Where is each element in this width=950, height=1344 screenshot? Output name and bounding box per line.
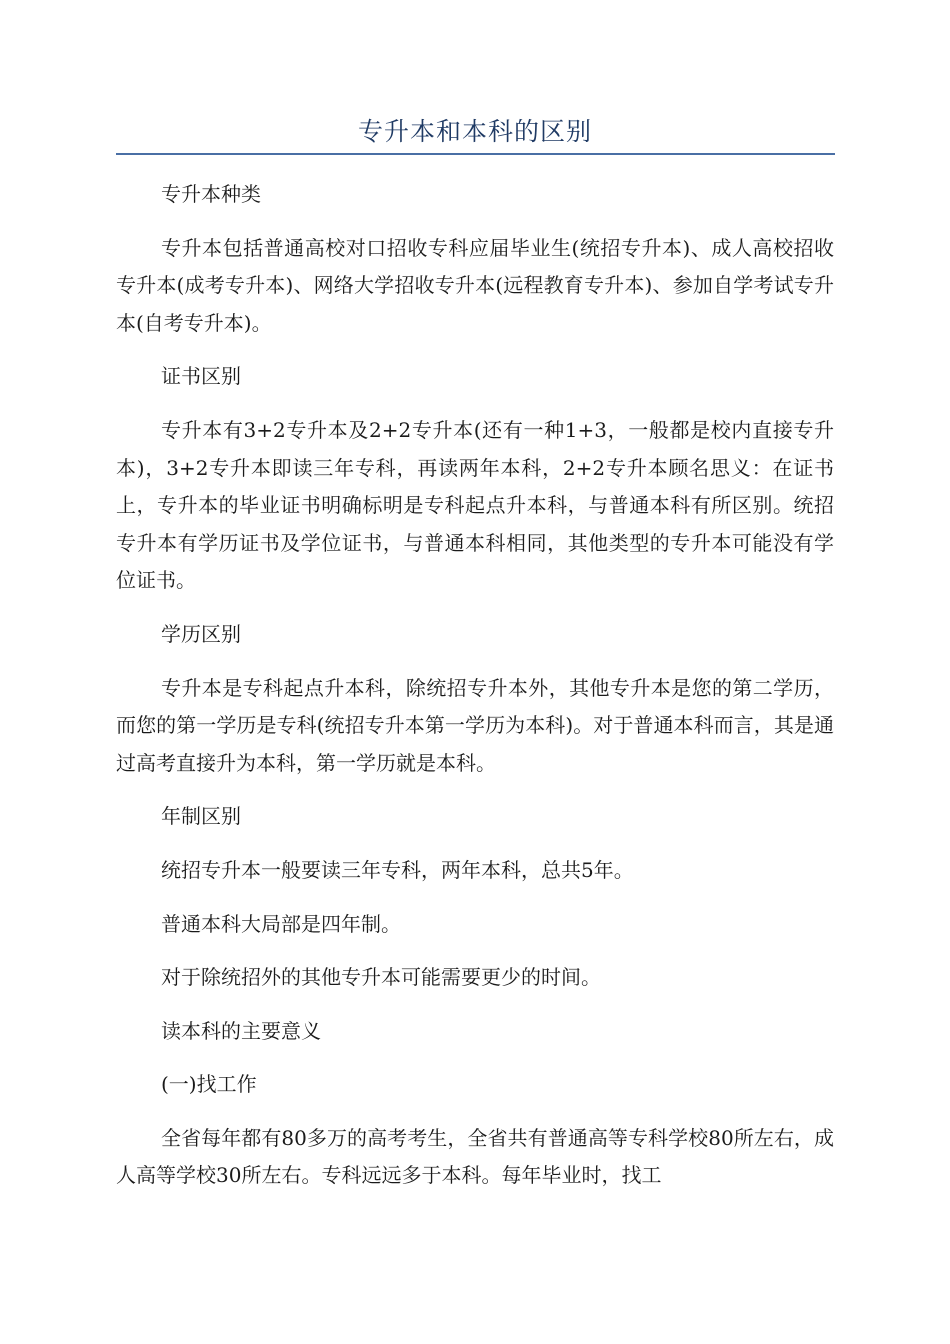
paragraph-types: 专升本包括普通高校对口招收专科应届毕业生(统招专升本)、成人高校招收专升本(成考专升本)、网络大学招收专升本(远程教育专升本)、参加自学考试专升本(自考专升本)。 (116, 235, 834, 335)
paragraph-education: 专升本是专科起点升本科，除统招专升本外，其他专升本是您的第二学历，而您的第一学历是专科(统招专升本第一学历为本科)。对于普通本科而言，其是通过高考直接升为本科，第一学历就是本科。 (116, 675, 834, 775)
paragraph-job: 全省每年都有80多万的高考考生，全省共有普通高等专科学校80所左右，成人高等学校30所左右。专科远远多于本科。每年毕业时，找工 (116, 1125, 834, 1188)
subheading-job: (一)找工作 (161, 1072, 257, 1097)
section-heading-certificate: 证书区别 (161, 364, 241, 389)
document-body (116, 176, 834, 1211)
paragraph-certificate: 专升本有3+2专升本及2+2专升本(还有一种1+3，一般都是校内直接专升本)，3+2专升本即读三年专科，再读两年本科，2+2专升本顾名思义：在证书上，专升本的毕业证书明确标明是专科起点升本科，与普通本科有所区别。统招专升本有学历证书及学位证书，与普通本科相同，其他类型的专升本可能没有学位证书。 (116, 417, 834, 593)
paragraph-duration-3: 对于除统招外的其他专升本可能需要更少的时间。 (161, 965, 601, 990)
paragraph-duration-2: 普通本科大局部是四年制。 (161, 911, 401, 936)
paragraph-duration-1: 统招专升本一般要读三年专科，两年本科，总共5年。 (161, 857, 634, 882)
title-underline (116, 153, 835, 155)
document-title: 专升本和本科的区别 (357, 117, 592, 146)
section-heading-significance: 读本科的主要意义 (161, 1018, 321, 1043)
section-heading-duration: 年制区别 (161, 804, 241, 829)
section-heading-types: 专升本种类 (161, 182, 261, 206)
section-heading-education: 学历区别 (161, 621, 241, 646)
